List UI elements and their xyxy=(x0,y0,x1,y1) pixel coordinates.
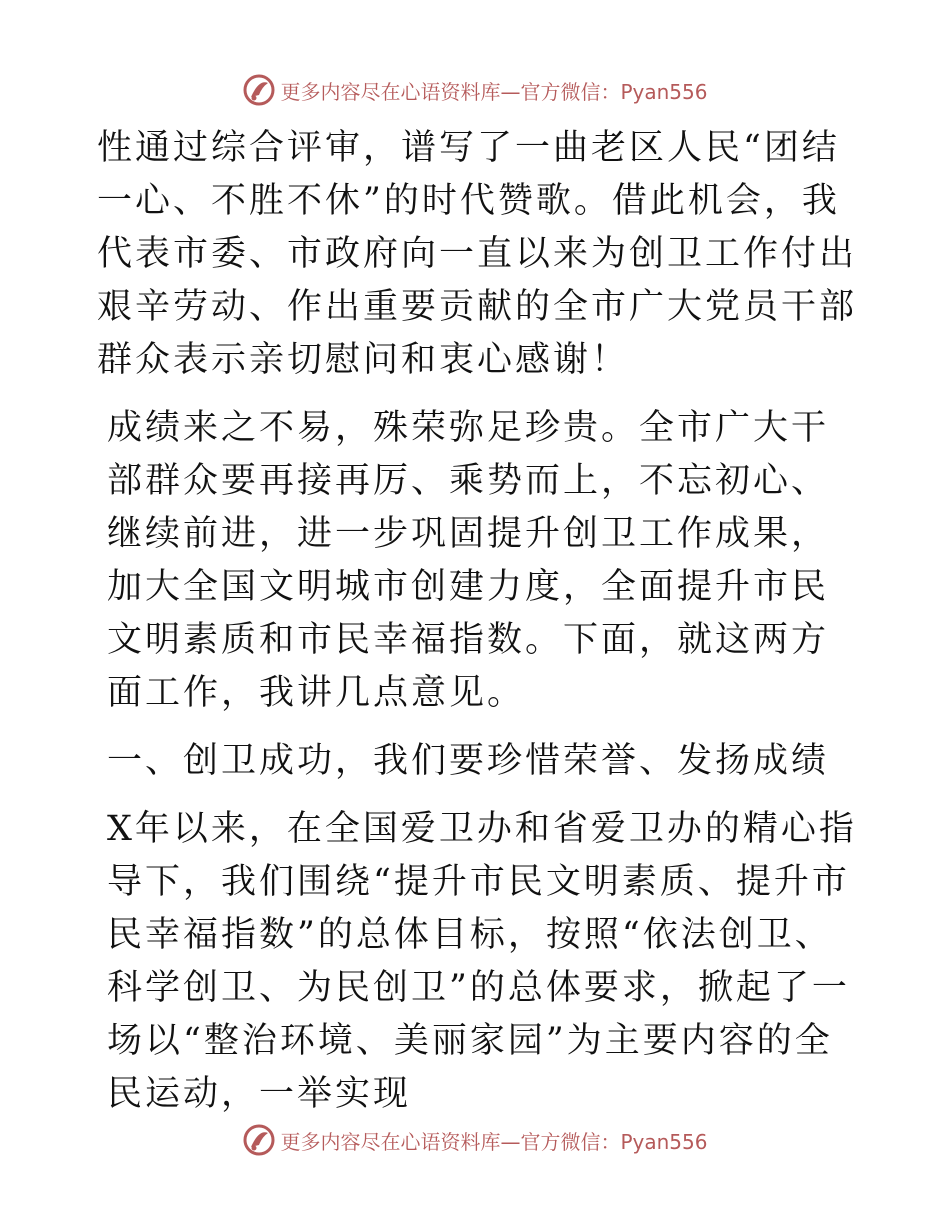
paragraph-2: 成绩来之不易，殊荣弥足珍贵。全市广大干部群众要再接再厉、乘势而上，不忘初心、继续前进，进一步巩固提升创卫工作成果，加大全国文明城市创建力度，全面提升市民文明素质和市民幸福指数。下面，就这两方面工作，我讲几点意见。 xyxy=(107,408,830,713)
watermark-text: 更多内容尽在心语资料库—官方微信：Pyan556 xyxy=(280,79,708,104)
watermark-banner-top xyxy=(0,70,950,110)
watermark-text: 更多内容尽在心语资料库—官方微信：Pyan556 xyxy=(280,1129,708,1154)
logo-icon xyxy=(242,73,276,107)
paragraph-3: X年以来，在全国爱卫办和省爱卫办的精心指导下，我们围绕“提升市民文明素质、提升市民幸福指数”的总体目标，按照“依法创卫、科学创卫、为民创卫”的总体要求，掀起了一场以“整治环境、美丽家园”为主要内容的全民运动，一举实现 xyxy=(107,809,857,1114)
document-body xyxy=(97,122,857,1136)
watermark-banner-bottom xyxy=(0,1120,950,1160)
section-heading: 一、创卫成功，我们要珍惜荣誉、发扬成绩 xyxy=(107,741,830,781)
paragraph-1: 性通过综合评审，谱写了一曲老区人民“团结一心、不胜不休”的时代赞歌。借此机会，我代表市委、市政府向一直以来为创卫工作付出艰辛劳动、作出重要贡献的全市广大党员干部群众表示亲切慰问和衷心感谢！ xyxy=(97,128,858,380)
logo-icon xyxy=(242,1123,276,1157)
